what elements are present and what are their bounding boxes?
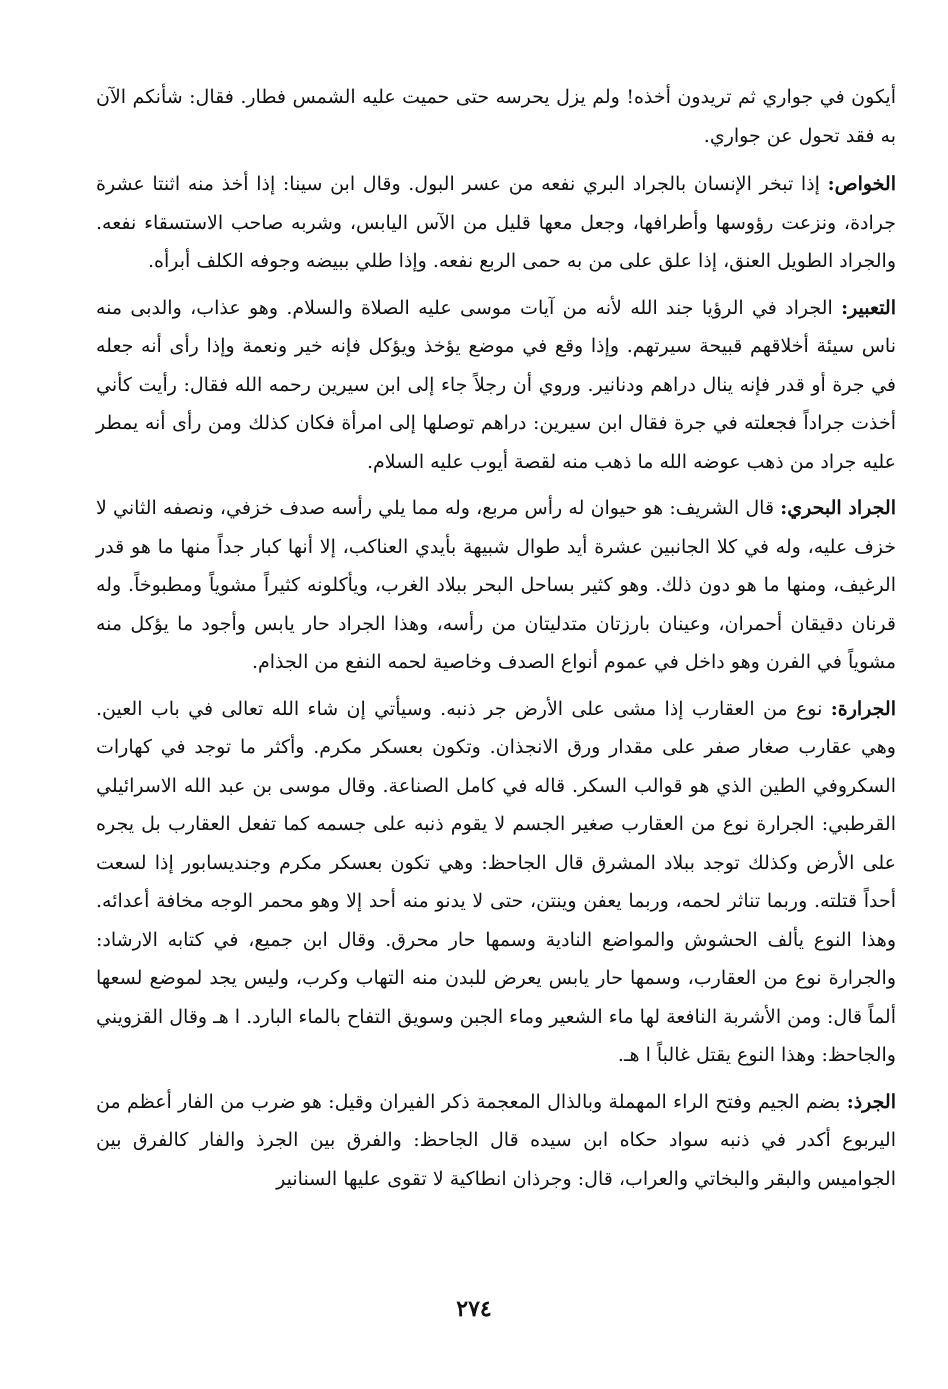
paragraph-jurad bbox=[96, 1083, 896, 1199]
entry-term: الجرارة: bbox=[830, 697, 896, 720]
paragraph-continuation bbox=[96, 78, 896, 155]
entry-term: الخواص: bbox=[827, 173, 896, 195]
paragraph-text: إذا تبخر الإنسان بالجراد البري نفعه من عسر البول. وقال ابن سينا: إذا أخذ منه اثنتا عشرة جرادة، ونزعت رؤوسها وأطرافها، وجعل معها قليل من الآس اليابس، وشربه صاحب الاستسقاء نفعه. والجراد الطويل العنق، إذا علق على من به حمى الربع نفعه. وإذا طلي ببيضه وجوفه الكلف أبرأه. bbox=[96, 173, 896, 272]
page-body bbox=[96, 78, 896, 1198]
paragraph-sea-locust bbox=[96, 489, 896, 682]
entry-term: الجراد البحري: bbox=[780, 497, 896, 519]
paragraph-text: قال الشريف: هو حيوان له رأس مربع، وله مما يلي رأسه صدف خزفي، ونصفه الثاني لا خزف عليه، وله في كلا الجانبين عشرة أيد طوال شبيهة بأيدي العناكب، إلا أنها كبار جداً منها ما هو قدر الرغيف، ومنها ما هو دون ذلك. وهو كثير بساحل البحر ببلاد الغرب، ويأكلونه كثيراً مشوياً ومطبوخاً. وله قرنان دقيقان أحمران، وعينان بارزتان متدليتان من رأسه، وهذا الجراد حار يابس وأجود ما يؤكل منه مشوياً في الفرن وهو داخل في عموم أنواع الصدف وخاصية لحمه النفع من الجذام. bbox=[96, 497, 896, 673]
paragraph-jarrara bbox=[96, 690, 896, 1075]
entry-term: الجرذ: bbox=[846, 1090, 896, 1113]
entry-term: التعبير: bbox=[841, 296, 896, 319]
paragraph-tabir bbox=[96, 289, 896, 482]
paragraph-khawas bbox=[96, 165, 896, 281]
page-number: ٢٧٤ bbox=[456, 1296, 492, 1322]
paragraph-text: الجراد في الرؤيا جند الله لأنه من آيات موسى عليه الصلاة والسلام. وهو عذاب، والدبى منه ناس سيئة أخلاقهم قبيحة سيرتهم. وإذا وقع في موضع يؤخذ ويؤكل فإنه خير ونعمة وإذا رأى أنه جعله في جرة أو قدر فإنه ينال دراهم ودنانير. وروي أن رجلاً جاء إلى ابن سيرين رحمه الله فقال: رأيت كأني أخذت جراداً فجعلته في جرة فقال ابن سيرين: دراهم توصلها إلى امرأة فكان كذلك ومن رأى أنه يمطر عليه جراد من ذهب عوضه الله ما ذهب منه لقصة أيوب عليه السلام. bbox=[96, 296, 896, 473]
paragraph-text: أيكون في جواري ثم تريدون أخذه! ولم يزل يحرسه حتى حميت عليه الشمس فطار. فقال: شأنكم الآن به فقد تحول عن جواري. bbox=[96, 86, 896, 147]
paragraph-text: بضم الجيم وفتح الراء المهملة وبالذال المعجمة ذكر الفيران وقيل: هو ضرب من الفار أعظم من اليربوع أكدر في ذنبه سواد حكاه ابن سيده قال الجاحظ: والفرق بين الجرذ والفار كالفرق بين الجواميس والبقر والبخاتي والعراب، قال: وجرذان انطاكية لا تقوى عليها السنانير bbox=[96, 1090, 896, 1190]
paragraph-text: نوع من العقارب إذا مشى على الأرض جر ذنبه. وسيأتي إن شاء الله تعالى في باب العين. وهي عقارب صغار صفر على مقدار ورق الانجذان. وتكون بعسكر مكرم. وأكثر ما توجد في كهارات السكروفي الطين الذي هو قوالب السكر. قاله في كامل الصناعة. وقال موسى بن عبد الله الاسرائيلي القرطبي: الجرارة نوع من العقارب صغير الجسم لا يقوم ذنبه على جسمه كما تفعل العقارب بل يجره على الأرض وكذلك توجد ببلاد المشرق قال الجاحظ: وهي تكون بعسكر مكرم وجنديسابور إذا لسعت أحداً قتلته. وربما تناثر لحمه، وربما يعفن وينتن، حتى لا يدنو منه أحد إلا وهو محمر الوجه مخافة أعدائه. وهذا النوع يألف الحشوش والمواضع النادية وسمها حار محرق. وقال ابن جميع، في كتابه الارشاد: والجرارة نوع من العقارب، وسمها حار يابس يعرض للبدن منه التهاب وكرب، وليس يجد لموضع لسعها ألماً قال: ومن الأشربة النافعة لها ماء الشعير وماء الجبن وسويق التفاح بالماء البارد. ا هـ وقال القزويني والجاحظ: وهذا النوع يقتل غالباً ا هـ. bbox=[96, 697, 896, 1066]
